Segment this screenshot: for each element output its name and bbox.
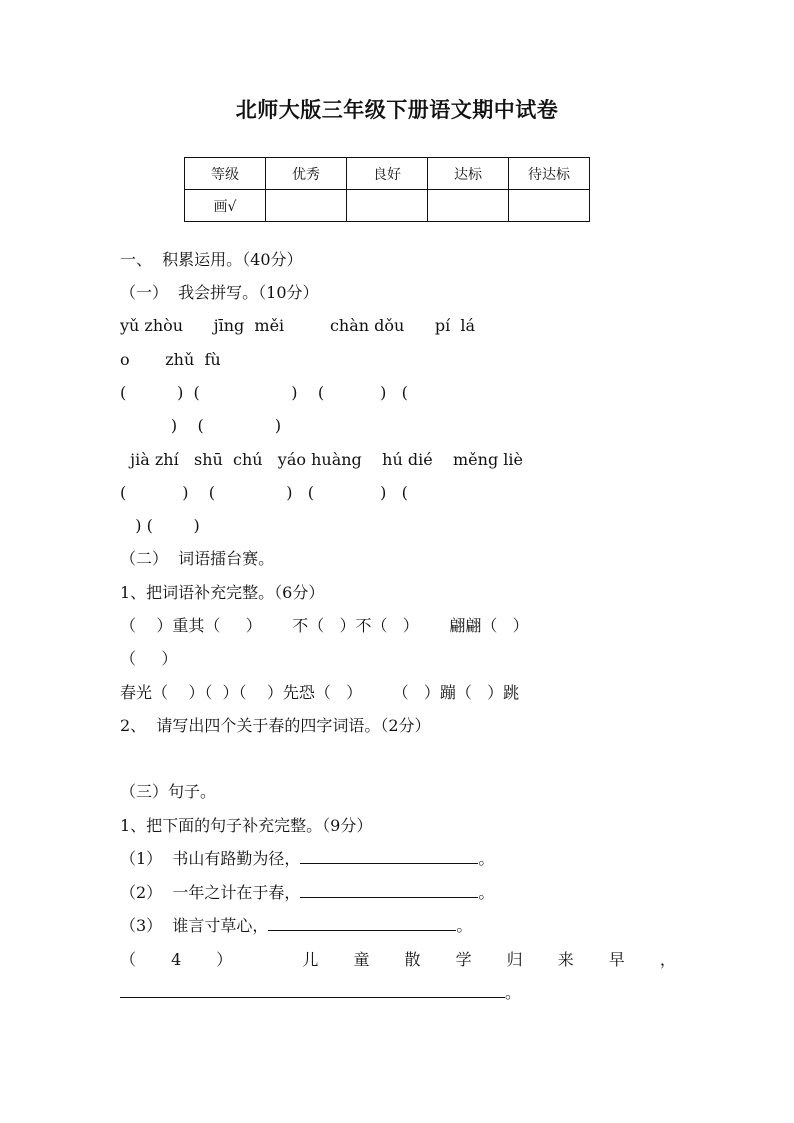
grade-mark-cell — [428, 190, 509, 222]
sentence-char: 4 — [171, 950, 182, 969]
pinyin-line: o zhǔ fù — [120, 350, 221, 369]
sentence-item — [120, 849, 680, 869]
subsection-heading: （三）句子。 — [120, 782, 217, 801]
section-heading: 一、 积累运用。（40分） — [120, 250, 303, 269]
subsection-heading: （一） 我会拼写。（10分） — [120, 283, 319, 302]
sentence-end: 。 — [478, 849, 495, 868]
answer-blank[interactable] — [300, 883, 478, 898]
sentence-prompt: （3） 谁言寸草心， — [120, 916, 269, 935]
fill-in-line: （ ）重其（ ） 不（ ）不（ ） 翩翩（ ） — [120, 616, 529, 635]
grade-header-cell: 优秀 — [266, 158, 347, 190]
page-title: 北师大版三年级下册语文期中试卷 — [235, 98, 559, 122]
sentence-prompt: （2） 一年之计在于春， — [120, 883, 301, 902]
sentence-char: 学 — [455, 950, 472, 969]
answer-parentheses-line: ) ( ) — [120, 416, 282, 435]
answer-blank[interactable] — [268, 916, 456, 931]
sentence-char: 归 — [506, 950, 523, 969]
sentence-char: 早 — [608, 950, 625, 969]
sentence-end: 。 — [505, 983, 522, 1002]
fill-in-line: 春光（ ）（ ）（ ）先恐（ ） （ ）蹦（ ）跳 — [120, 683, 520, 702]
answer-parentheses-line: ( ) ( ) ( ) ( — [120, 383, 408, 402]
grade-header-cell: 达标 — [428, 158, 509, 190]
answer-parentheses-line: ( ) ( ) ( ) ( — [120, 483, 408, 502]
sentence-char: （ — [120, 950, 137, 969]
grade-header-cell: 良好 — [347, 158, 428, 190]
sentence-item — [120, 916, 680, 936]
grade-table — [184, 157, 590, 222]
question-line: 1、把词语补充完整。（6分） — [120, 583, 325, 602]
grade-row-label: 画√ — [185, 190, 266, 222]
sentence-end: 。 — [456, 916, 473, 935]
sentence-answer-line — [120, 983, 680, 1003]
grade-table-header-row — [185, 158, 590, 190]
sentence-item — [120, 883, 680, 903]
sentence-end: 。 — [478, 883, 495, 902]
grade-mark-cell — [347, 190, 428, 222]
question-line: 2、 请写出四个关于春的四字词语。（2分） — [120, 716, 431, 735]
sentence-char: ， — [659, 950, 676, 969]
question-line: 1、把下面的句子补充完整。（9分） — [120, 816, 373, 835]
answer-parentheses-line: ) ( ) — [120, 516, 200, 535]
pinyin-line: yǔ zhòu jīng měi chàn dǒu pí lá — [120, 316, 476, 335]
sentence-item-justified — [120, 950, 676, 970]
subsection-heading: （二） 词语擂台赛。 — [120, 549, 275, 568]
sentence-char: ） — [216, 950, 233, 969]
sentence-prompt: （1） 书山有路勤为径， — [120, 849, 301, 868]
sentence-char: 来 — [557, 950, 574, 969]
grade-table-mark-row — [185, 190, 590, 222]
pinyin-line: jià zhí shū chú yáo huàng hú dié měng liè — [120, 450, 523, 469]
answer-blank[interactable] — [300, 849, 478, 864]
grade-header-cell: 等级 — [185, 158, 266, 190]
answer-blank[interactable] — [120, 983, 505, 998]
sentence-char: 儿 — [302, 950, 319, 969]
sentence-char: 童 — [353, 950, 370, 969]
sentence-char: 散 — [404, 950, 421, 969]
grade-header-cell: 待达标 — [509, 158, 590, 190]
grade-mark-cell — [266, 190, 347, 222]
fill-in-line: （ ） — [120, 649, 178, 668]
grade-mark-cell — [509, 190, 590, 222]
